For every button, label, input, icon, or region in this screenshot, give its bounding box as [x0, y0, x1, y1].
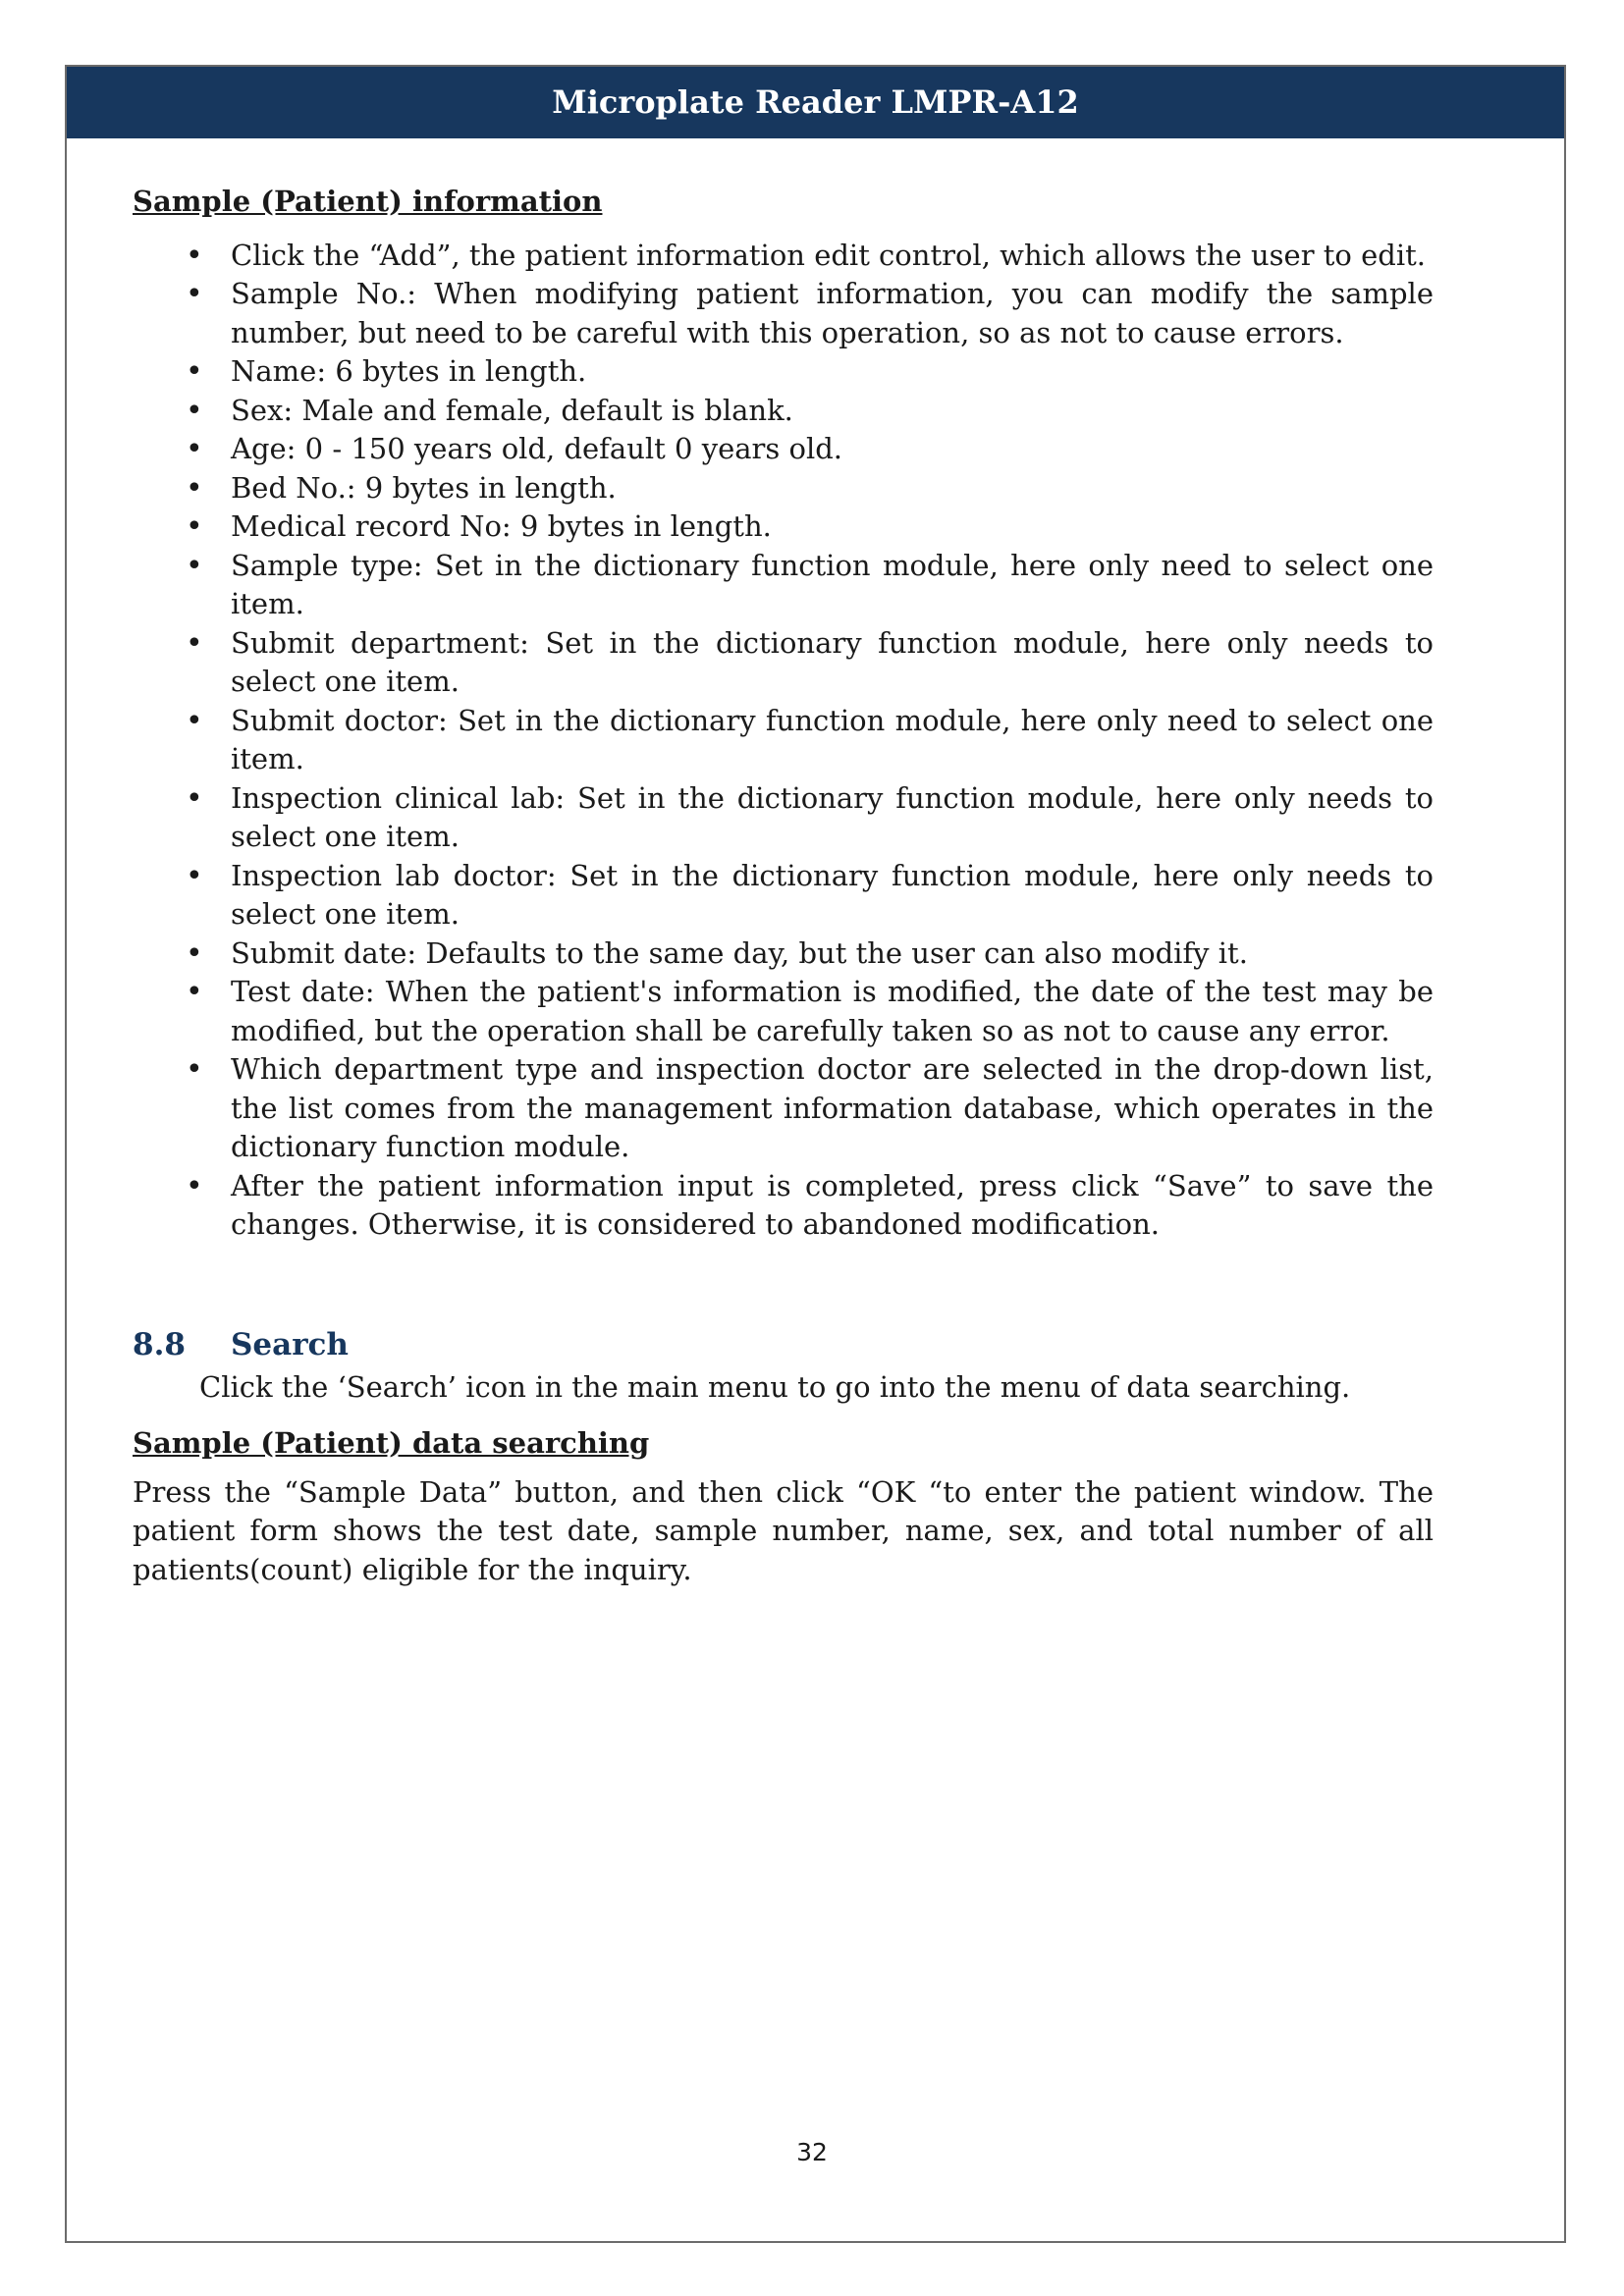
list-item: • Submit date: Defaults to the same day, but the user can also modify it.	[133, 934, 1434, 974]
section-heading-patient-information: Sample (Patient) information	[133, 185, 603, 218]
list-item: • Sample No.: When modifying patient information, you can modify the sample number, but need to be careful with this operation, so as not to cause errors.	[133, 275, 1434, 352]
section-heading-search	[133, 1325, 1434, 1364]
document-header	[67, 67, 1564, 138]
list-item: • Click the “Add”, the patient information edit control, which allows the user to edit.	[133, 237, 1434, 276]
page-number: 32	[796, 2138, 828, 2166]
list-item: • After the patient information input is completed, press click “Save” to save the changes. Otherwise, it is considered to abandoned modification.	[133, 1167, 1434, 1245]
list-item: • Test date: When the patient's information is modified, the date of the test may be modified, but the operation shall be carefully taken so as not to cause any error.	[133, 973, 1434, 1050]
patient-information-list	[133, 237, 1434, 1245]
section-title: Search	[231, 1326, 349, 1362]
list-item: • Sample type: Set in the dictionary function module, here only need to select one item.	[133, 547, 1434, 624]
section-heading-data-searching: Sample (Patient) data searching	[133, 1426, 650, 1460]
list-item: • Submit doctor: Set in the dictionary function module, here only need to select one item.	[133, 702, 1434, 779]
list-item: • Age: 0 - 150 years old, default 0 years old.	[133, 430, 1434, 469]
list-item: • Name: 6 bytes in length.	[133, 352, 1434, 392]
list-item: • Medical record No: 9 bytes in length.	[133, 507, 1434, 547]
section-number: 8.8	[133, 1326, 186, 1362]
list-item: • Inspection lab doctor: Set in the dictionary function module, here only needs to select one item.	[133, 857, 1434, 934]
list-item: • Submit department: Set in the dictionary function module, here only needs to select one item.	[133, 624, 1434, 702]
list-item: • Bed No.: 9 bytes in length.	[133, 469, 1434, 508]
list-item: • Which department type and inspection doctor are selected in the drop-down list, the list comes from the management information database, which operates in the dictionary function module.	[133, 1050, 1434, 1167]
data-searching-paragraph: Press the “Sample Data” button, and then click “OK “to enter the patient window. The patient form shows the test date, sample number, name, sex, and total number of all patients(count) eligible for the inquiry.	[133, 1474, 1434, 1586]
page-content	[133, 183, 1434, 1589]
document-title: Microplate Reader LMPR-A12	[552, 83, 1079, 121]
list-item: • Inspection clinical lab: Set in the dictionary function module, here only needs to select one item.	[133, 779, 1434, 857]
list-item: • Sex: Male and female, default is blank.	[133, 392, 1434, 431]
search-intro-text: Click the ‘Search’ icon in the main menu to go into the menu of data searching.	[199, 1369, 1351, 1404]
